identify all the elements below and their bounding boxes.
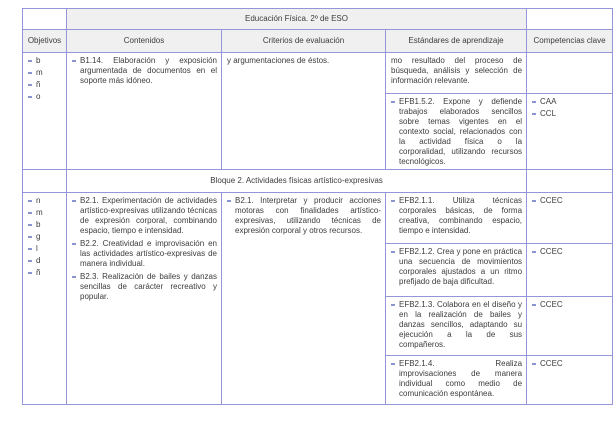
bullet-icon: [391, 200, 395, 202]
objetivo-item: [28, 268, 62, 278]
objetivo-item: [28, 256, 62, 266]
estandar-item: [391, 359, 522, 399]
bullet-icon: [28, 60, 32, 62]
objetivo-item: [28, 244, 62, 254]
bullet-icon: [391, 304, 395, 306]
objetivo-item: [28, 68, 62, 78]
competencia-code: CCEC: [540, 359, 563, 368]
bullet-icon: [227, 200, 231, 202]
objetivo-letter: m: [36, 68, 43, 77]
contenido-item: [72, 196, 217, 236]
contenido-item: [72, 272, 217, 302]
competencia-code: CAA: [540, 97, 557, 106]
objetivo-letter: ñ: [36, 268, 41, 277]
block1-objetivos-cell: [23, 53, 67, 170]
block2-competencias-cell-4: [527, 356, 613, 405]
contenido-text: B2.3. Realización de bailes y danzas sencillas de carácter recreativo y popular.: [80, 272, 217, 301]
contenido-item: [72, 56, 217, 86]
bullet-icon: [391, 363, 395, 365]
block2-estandar-cell-4: [386, 356, 527, 405]
col-header-objetivos: Objetivos: [23, 30, 67, 53]
col-header-contenidos: Contenidos: [67, 30, 222, 53]
competencia-code: CCEC: [540, 196, 563, 205]
block2-estandar-cell-3: [386, 297, 527, 356]
block2-contenidos-cell: [67, 193, 222, 405]
block1-criterios-cell: [222, 53, 386, 170]
bullet-icon: [532, 200, 536, 202]
objetivo-letter: l: [36, 244, 38, 253]
block2-objetivos-cell: [23, 193, 67, 405]
block2-banner-right-cell: [527, 170, 613, 193]
estandar-text: EFB2.1.1. Utiliza técnicas corporales básicas, de forma creativa, combinando espacio, tiempo e intensidad.: [399, 196, 523, 235]
criterio-text: B2.1. Interpretar y producir acciones motoras con finalidades artístico-expresivas, utilizando técnicas de expresión corporal y otros recursos.: [235, 196, 381, 235]
block1-estandar-continuation-cell: [386, 53, 527, 94]
block1-estandar-efb152-cell: [386, 94, 527, 170]
objetivo-letter: d: [36, 256, 41, 265]
bullet-icon: [532, 113, 536, 115]
bullet-icon: [532, 251, 536, 253]
bullet-icon: [28, 248, 32, 250]
estandar-text: EFB2.1.2. Crea y pone en práctica una secuencia de movimientos corporales ajustados a un ritmo prefijado de baja dificultad.: [399, 247, 523, 286]
objetivo-letter: ñ: [36, 80, 41, 89]
estandar-item: [391, 97, 522, 167]
criterio-item: [227, 196, 381, 236]
estandar-text: EFB1.5.2. Expone y defiende trabajos elaborados sencillos sobre temas vigentes en el contexto social, relacionados con la actividad física o la corporalidad, utilizando recursos tecnológicos.: [399, 97, 523, 166]
block2-competencias-cell-3: [527, 297, 613, 356]
estandar-item: [391, 196, 522, 236]
bullet-icon: [391, 251, 395, 253]
title-row-left-corner-cell: [23, 9, 67, 30]
bullet-icon: [28, 224, 32, 226]
competencia-item: [532, 359, 608, 369]
objetivo-item: [28, 232, 62, 242]
competencia-item: [532, 97, 608, 107]
title-row-right-corner-cell: [527, 9, 613, 30]
col-header-estandares: Estándares de aprendizaje: [386, 30, 527, 53]
block2-estandar-cell-1: [386, 193, 527, 244]
table-title: Educación Física. 2º de ESO: [67, 9, 527, 30]
contenido-text: B1.14. Elaboración y exposición argumentada de documentos en el soporte más idóneo.: [80, 56, 217, 85]
bullet-icon: [532, 363, 536, 365]
col-header-criterios: Criterios de evaluación: [222, 30, 386, 53]
competencia-item: [532, 247, 608, 257]
bullet-icon: [28, 72, 32, 74]
bullet-icon: [28, 236, 32, 238]
estandar-text: EFB2.1.3. Colabora en el diseño y en la realización de bailes y danzas sencillos, adaptando su ejecución a la de sus compañeros.: [399, 300, 523, 349]
bullet-icon: [391, 101, 395, 103]
bullet-icon: [72, 276, 76, 278]
competencia-item: [532, 196, 608, 206]
bullet-icon: [28, 96, 32, 98]
block2-banner-title: Bloque 2. Actividades físicas artístico-expresivas: [67, 170, 527, 193]
competencia-code: CCEC: [540, 300, 563, 309]
col-header-competencias: Competencias clave: [527, 30, 613, 53]
bullet-icon: [532, 304, 536, 306]
estandar-item: [391, 300, 522, 350]
estandar-item: [391, 247, 522, 287]
contenido-text: B2.1. Experimentación de actividades artístico-expresivas utilizando técnicas de expresión corporal, combinando espacio, tiempo e intensidad.: [80, 196, 217, 235]
bullet-icon: [72, 60, 76, 62]
block1-competencias-empty-cell: [527, 53, 613, 94]
block2-banner-left-cell: [23, 170, 67, 193]
curriculum-table: [22, 8, 613, 405]
competencia-item: [532, 300, 608, 310]
block2-competencias-cell-2: [527, 244, 613, 297]
objetivo-letter: o: [36, 92, 41, 101]
estandar-text: EFB2.1.4. Realiza improvisaciones de manera individual como medio de comunicación espontánea.: [399, 359, 523, 398]
contenido-item: [72, 239, 217, 269]
competencia-code: CCEC: [540, 247, 563, 256]
block2-criterios-cell: [222, 193, 386, 405]
objetivo-item: [28, 80, 62, 90]
competencia-item: [532, 109, 608, 119]
objetivo-letter: g: [36, 232, 41, 241]
header-row: [23, 30, 613, 53]
objetivo-letter: b: [36, 56, 41, 65]
bullet-icon: [28, 272, 32, 274]
estandar-continuation-text: mo resultado del proceso de búsqueda, análisis y selección de información relevante.: [391, 56, 523, 85]
objetivo-letter: m: [36, 208, 43, 217]
objetivo-letter: n: [36, 196, 41, 205]
bullet-icon: [28, 212, 32, 214]
contenido-text: B2.2. Creatividad e improvisación en las actividades artístico-expresivas de manera individual.: [80, 239, 217, 268]
block2-banner-row: [23, 170, 613, 193]
objetivo-item: [28, 208, 62, 218]
objetivo-item: [28, 92, 62, 102]
block2-subrow-1: [23, 193, 613, 244]
criterio-continuation-text: y argumentaciones de éstos.: [227, 56, 330, 65]
block1-contenidos-cell: [67, 53, 222, 170]
bullet-icon: [28, 260, 32, 262]
bullet-icon: [72, 200, 76, 202]
bullet-icon: [532, 101, 536, 103]
objetivo-item: [28, 220, 62, 230]
bullet-icon: [28, 84, 32, 86]
block1-competencias-cell: [527, 94, 613, 170]
block2-competencias-cell-1: [527, 193, 613, 244]
block1-subrow-1: [23, 53, 613, 94]
competencia-code: CCL: [540, 109, 557, 118]
objetivo-item: [28, 56, 62, 66]
objetivo-item: [28, 196, 62, 206]
block2-estandar-cell-2: [386, 244, 527, 297]
title-row: [23, 9, 613, 30]
bullet-icon: [72, 243, 76, 245]
bullet-icon: [28, 200, 32, 202]
objetivo-letter: b: [36, 220, 41, 229]
